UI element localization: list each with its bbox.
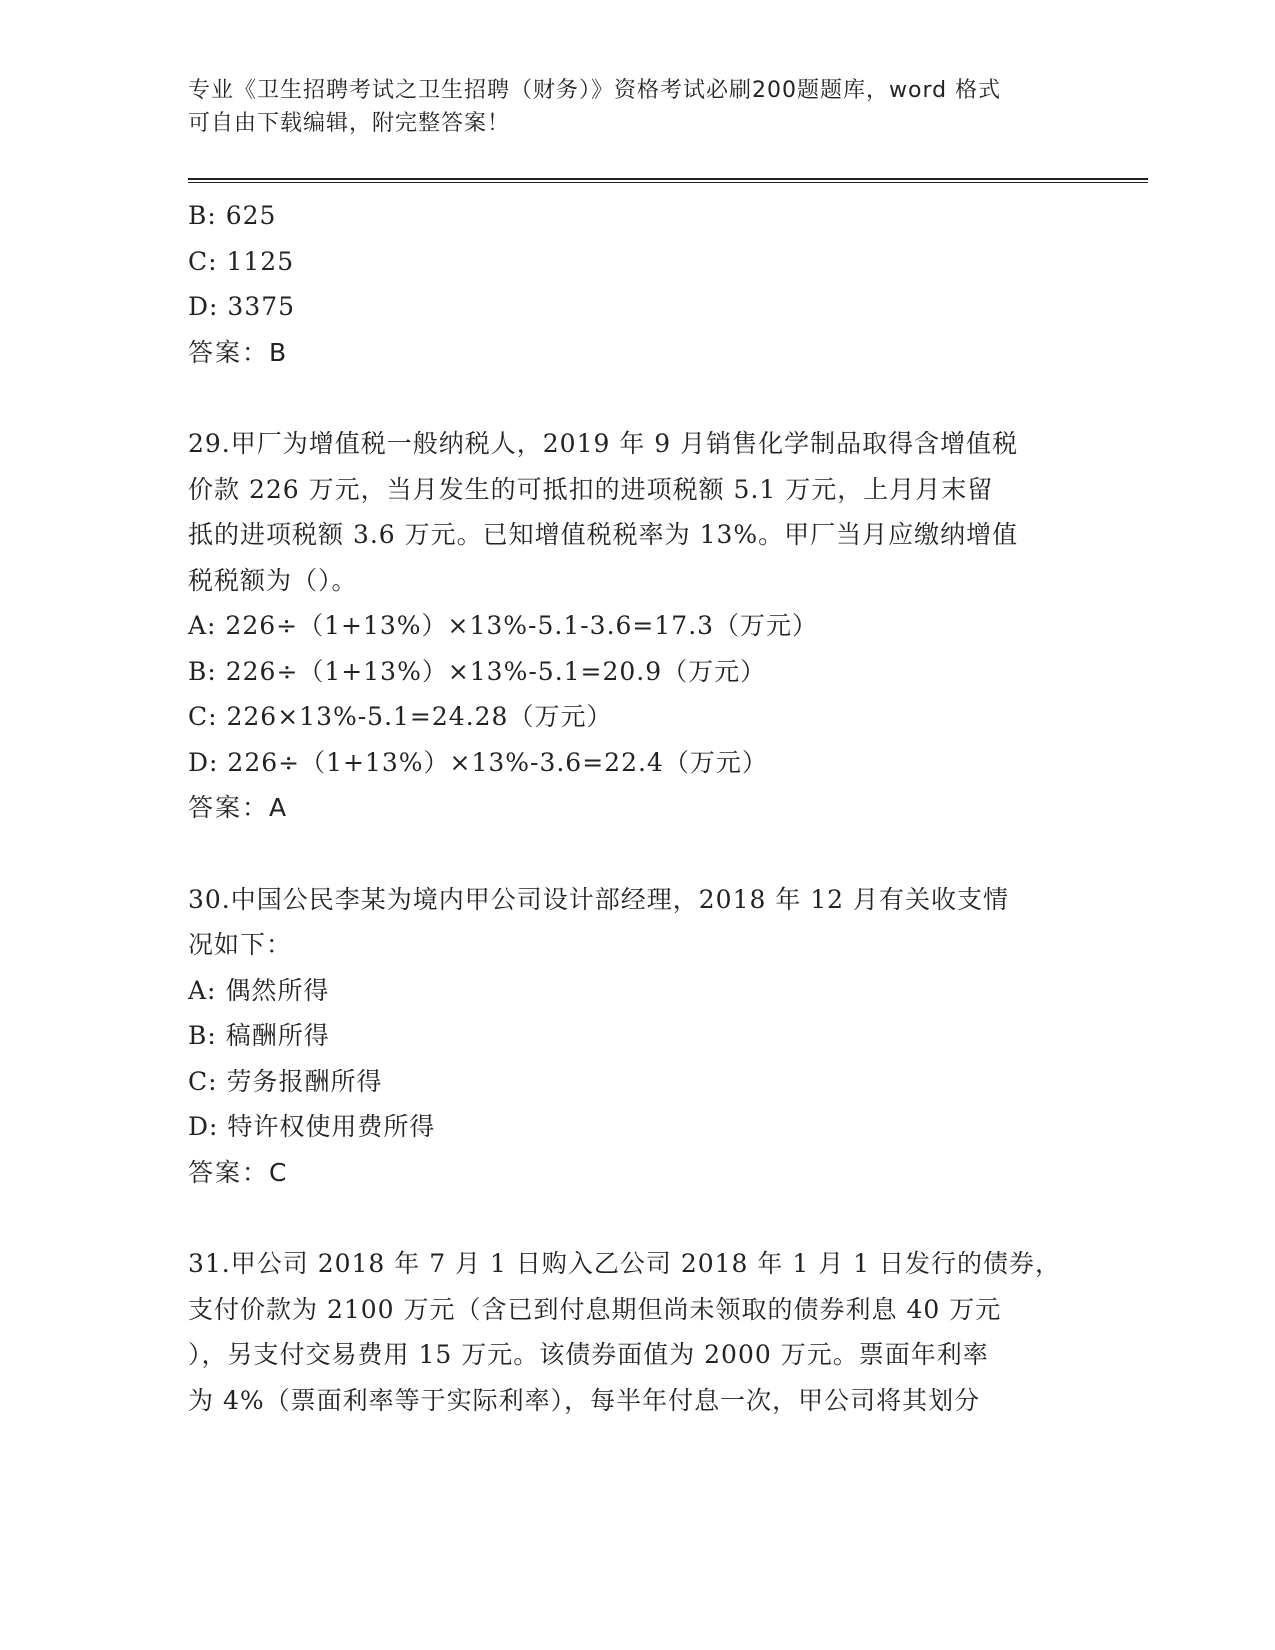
q28-block (188, 193, 1108, 375)
q30-option-b: B: 稿酬所得 (188, 1021, 330, 1050)
q29-stem-line: 税税额为（）。 (188, 565, 358, 595)
q29-option-b: B: 226÷（1+13%）×13%-5.1=20.9（万元） (188, 656, 767, 686)
question-content (188, 193, 1108, 1423)
header-divider-thick (188, 178, 1148, 180)
q31-stem-line: ），另支付交易费用 15 万元。该债券面值为 2000 万元。票面年利率 (188, 1340, 989, 1369)
q29-option-a: A: 226÷（1+13%）×13%-5.1-3.6=17.3（万元） (188, 611, 819, 640)
q30-stem-line: 况如下： (188, 930, 293, 959)
q28-answer: 答案：B (188, 337, 289, 367)
q30-option-c: C: 劳务报酬所得 (188, 1066, 383, 1096)
q31-stem-line: 支付价款为 2100 万元（含已到付息期但尚未领取的债券利息 40 万元 (188, 1294, 1002, 1324)
q31-stem-line: 31.甲公司 2018 年 7 月 1 日购入乙公司 2018 年 1 月 1 日发行的债券， (188, 1249, 1061, 1278)
q30-option-d: D: 特许权使用费所得 (188, 1112, 436, 1141)
header-line-2: 可自由下载编辑，附完整答案！ (188, 111, 511, 136)
document-header (188, 74, 1068, 140)
q29-option-d: D: 226÷（1+13%）×13%-3.6=22.4（万元） (188, 747, 768, 777)
q29-option-c: C: 226×13%-5.1=24.28（万元） (188, 702, 613, 731)
q29-stem-line: 价款 226 万元，当月发生的可抵扣的进项税额 5.1 万元，上月月末留 (188, 474, 994, 504)
q29-stem-line: 29.甲厂为增值税一般纳税人，2019 年 9 月销售化学制品取得含增值税 (188, 429, 1019, 458)
q28-option-b: B: 625 (188, 201, 277, 230)
header-divider-thin (188, 182, 1148, 183)
q30-answer: 答案：C (188, 1157, 289, 1187)
q28-option-c: C: 1125 (188, 246, 295, 276)
q30-option-a: A: 偶然所得 (188, 975, 330, 1005)
q29-stem-line: 抵的进项税额 3.6 万元。已知增值税税率为 13%。甲厂当月应缴纳增值 (188, 520, 1019, 549)
q31-stem-line: 为 4%（票面利率等于实际利率），每半年付息一次，甲公司将其划分 (188, 1385, 981, 1415)
q31-block (188, 1241, 1108, 1423)
q30-stem-line: 30.中国公民李某为境内甲公司设计部经理，2018 年 12 月有关收支情 (188, 884, 1010, 914)
q30-block (188, 877, 1108, 1196)
q29-block (188, 421, 1108, 831)
q29-answer: 答案：A (188, 793, 289, 822)
header-line-1: 专业《卫生招聘考试之卫生招聘（财务）》资格考试必刷200题题库，word 格式 (188, 78, 1002, 103)
q28-option-d: D: 3375 (188, 292, 296, 321)
